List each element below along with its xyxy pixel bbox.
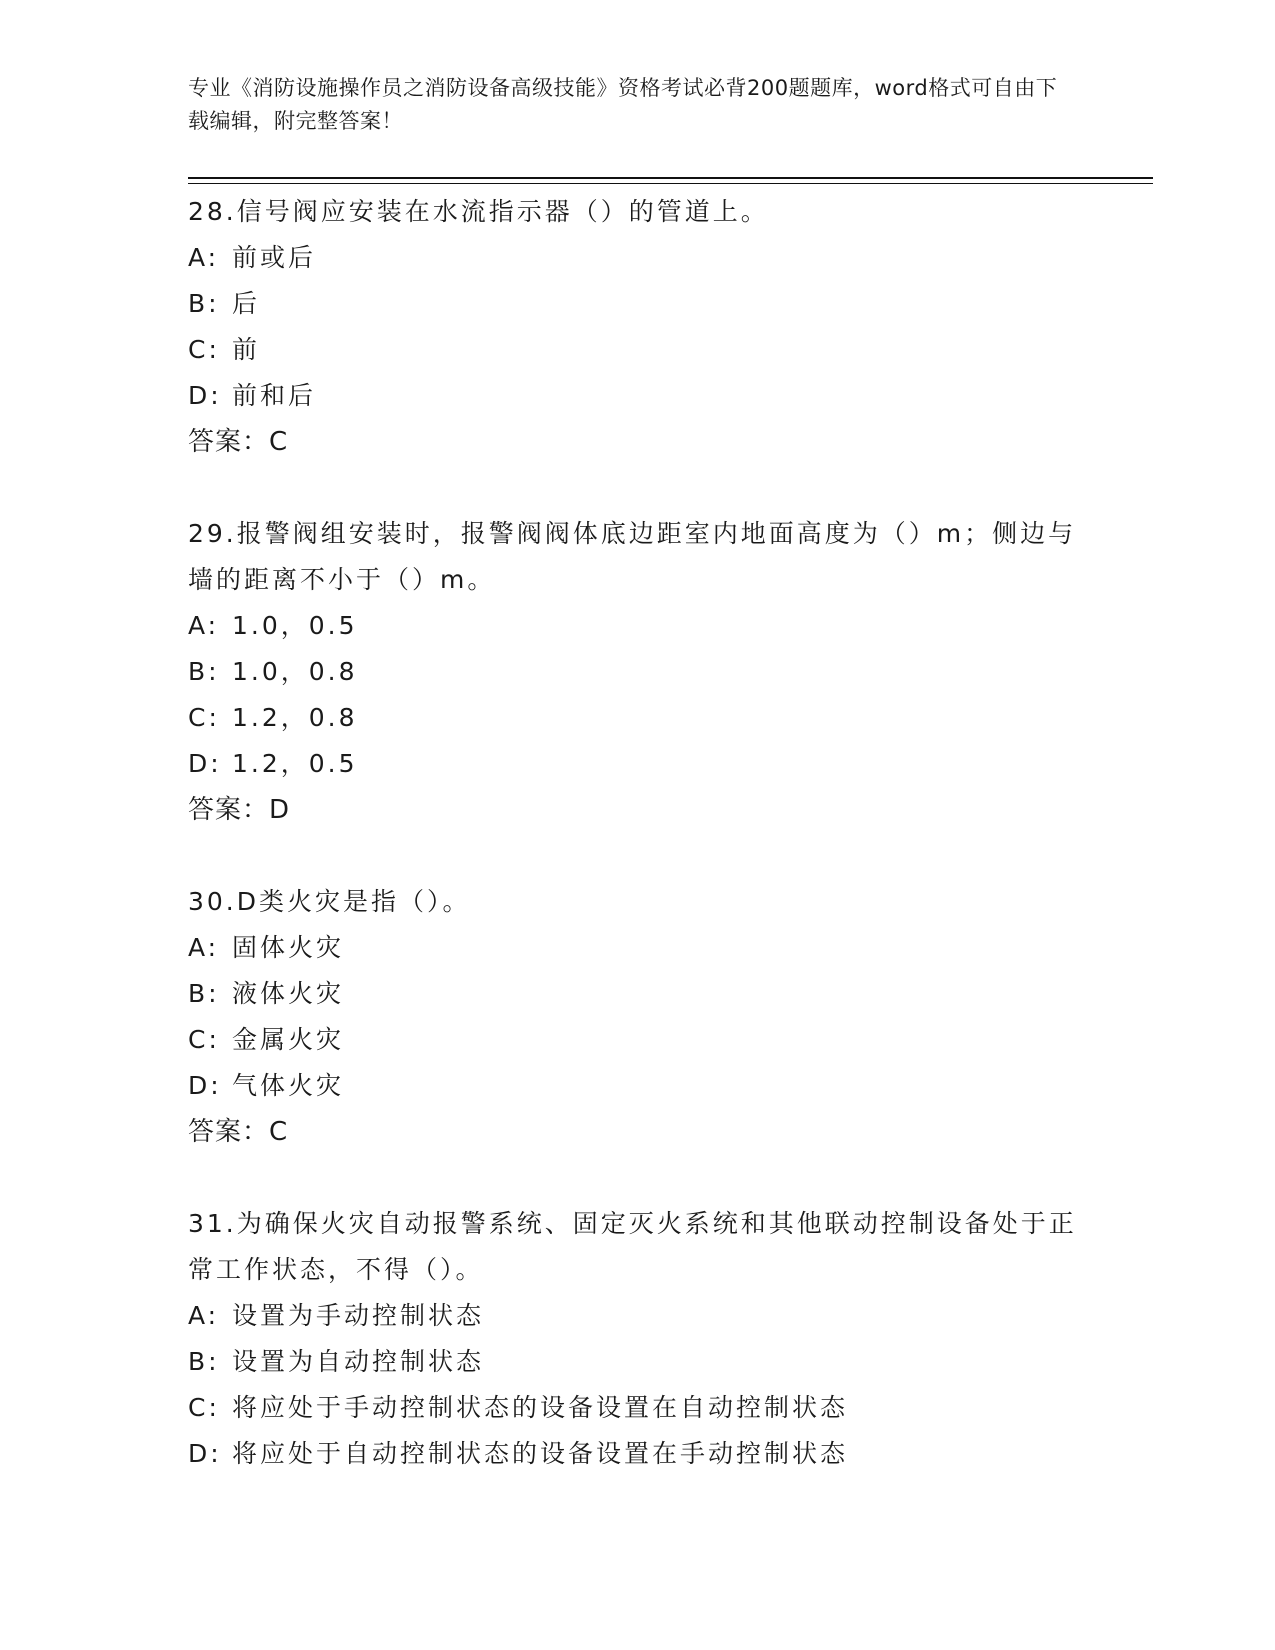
option-letter: C: — [188, 1393, 220, 1422]
option-b — [188, 281, 1088, 327]
option-letter: C: — [188, 1025, 220, 1054]
option-text: 后 — [232, 289, 261, 318]
option-text: 液体火灾 — [232, 979, 345, 1008]
option-letter: C: — [188, 703, 220, 732]
question-stem: 30.D类火灾是指（）。 — [188, 887, 471, 916]
question-list — [188, 189, 1088, 1523]
question-31 — [188, 1201, 1088, 1477]
option-b — [188, 649, 1088, 695]
option-text: 将应处于自动控制状态的设备设置在手动控制状态 — [232, 1439, 849, 1468]
question-29 — [188, 511, 1088, 833]
option-letter: D: — [188, 381, 222, 410]
option-text: 将应处于手动控制状态的设备设置在自动控制状态 — [232, 1393, 849, 1422]
option-d — [188, 1063, 1088, 1109]
question-stem: 29.报警阀组安装时，报警阀阀体底边距室内地面高度为（）m；侧边与墙的距离不小于（）m。 — [188, 519, 1077, 594]
option-d — [188, 1431, 1088, 1477]
option-a — [188, 603, 1088, 649]
option-letter: A: — [188, 933, 220, 962]
option-letter: A: — [188, 243, 220, 272]
option-c — [188, 1017, 1088, 1063]
option-text: 金属火灾 — [232, 1025, 345, 1054]
answer-line: 答案：C — [188, 427, 289, 457]
option-c — [188, 695, 1088, 741]
option-c — [188, 327, 1088, 373]
option-b — [188, 971, 1088, 1017]
option-letter: D: — [188, 749, 222, 778]
option-letter: B: — [188, 979, 220, 1008]
option-a — [188, 1293, 1088, 1339]
option-text: 设置为手动控制状态 — [232, 1301, 485, 1330]
option-b — [188, 1339, 1088, 1385]
option-d — [188, 741, 1088, 787]
option-letter: C: — [188, 335, 220, 364]
option-letter: D: — [188, 1439, 222, 1468]
document-header: 专业《消防设施操作员之消防设备高级技能》资格考试必背200题题库，word格式可自由下载编辑，附完整答案！ — [188, 76, 1058, 133]
option-text: 1.2，0.5 — [232, 749, 358, 778]
option-text: 气体火灾 — [232, 1071, 345, 1100]
option-text: 1.2，0.8 — [232, 703, 358, 732]
option-text: 1.0，0.5 — [232, 611, 358, 640]
option-text: 设置为自动控制状态 — [232, 1347, 485, 1376]
option-text: 前 — [232, 335, 261, 364]
option-letter: B: — [188, 289, 220, 318]
option-letter: D: — [188, 1071, 222, 1100]
option-text: 前或后 — [232, 243, 317, 272]
question-stem: 31.为确保火灾自动报警系统、固定灭火系统和其他联动控制设备处于正常工作状态，不得（）。 — [188, 1209, 1077, 1284]
header-rule-thin — [188, 183, 1153, 184]
option-letter: B: — [188, 1347, 220, 1376]
question-28 — [188, 189, 1088, 465]
option-text: 1.0，0.8 — [232, 657, 358, 686]
answer-line: 答案：C — [188, 1117, 289, 1147]
option-letter: A: — [188, 1301, 220, 1330]
option-d — [188, 373, 1088, 419]
option-text: 固体火灾 — [232, 933, 345, 962]
option-letter: B: — [188, 657, 220, 686]
option-c — [188, 1385, 1088, 1431]
question-stem: 28.信号阀应安装在水流指示器（）的管道上。 — [188, 197, 769, 226]
answer-line: 答案：D — [188, 795, 291, 825]
question-30 — [188, 879, 1088, 1155]
option-a — [188, 925, 1088, 971]
option-letter: A: — [188, 611, 220, 640]
option-text: 前和后 — [232, 381, 317, 410]
header-rule-thick — [188, 177, 1153, 179]
option-a — [188, 235, 1088, 281]
